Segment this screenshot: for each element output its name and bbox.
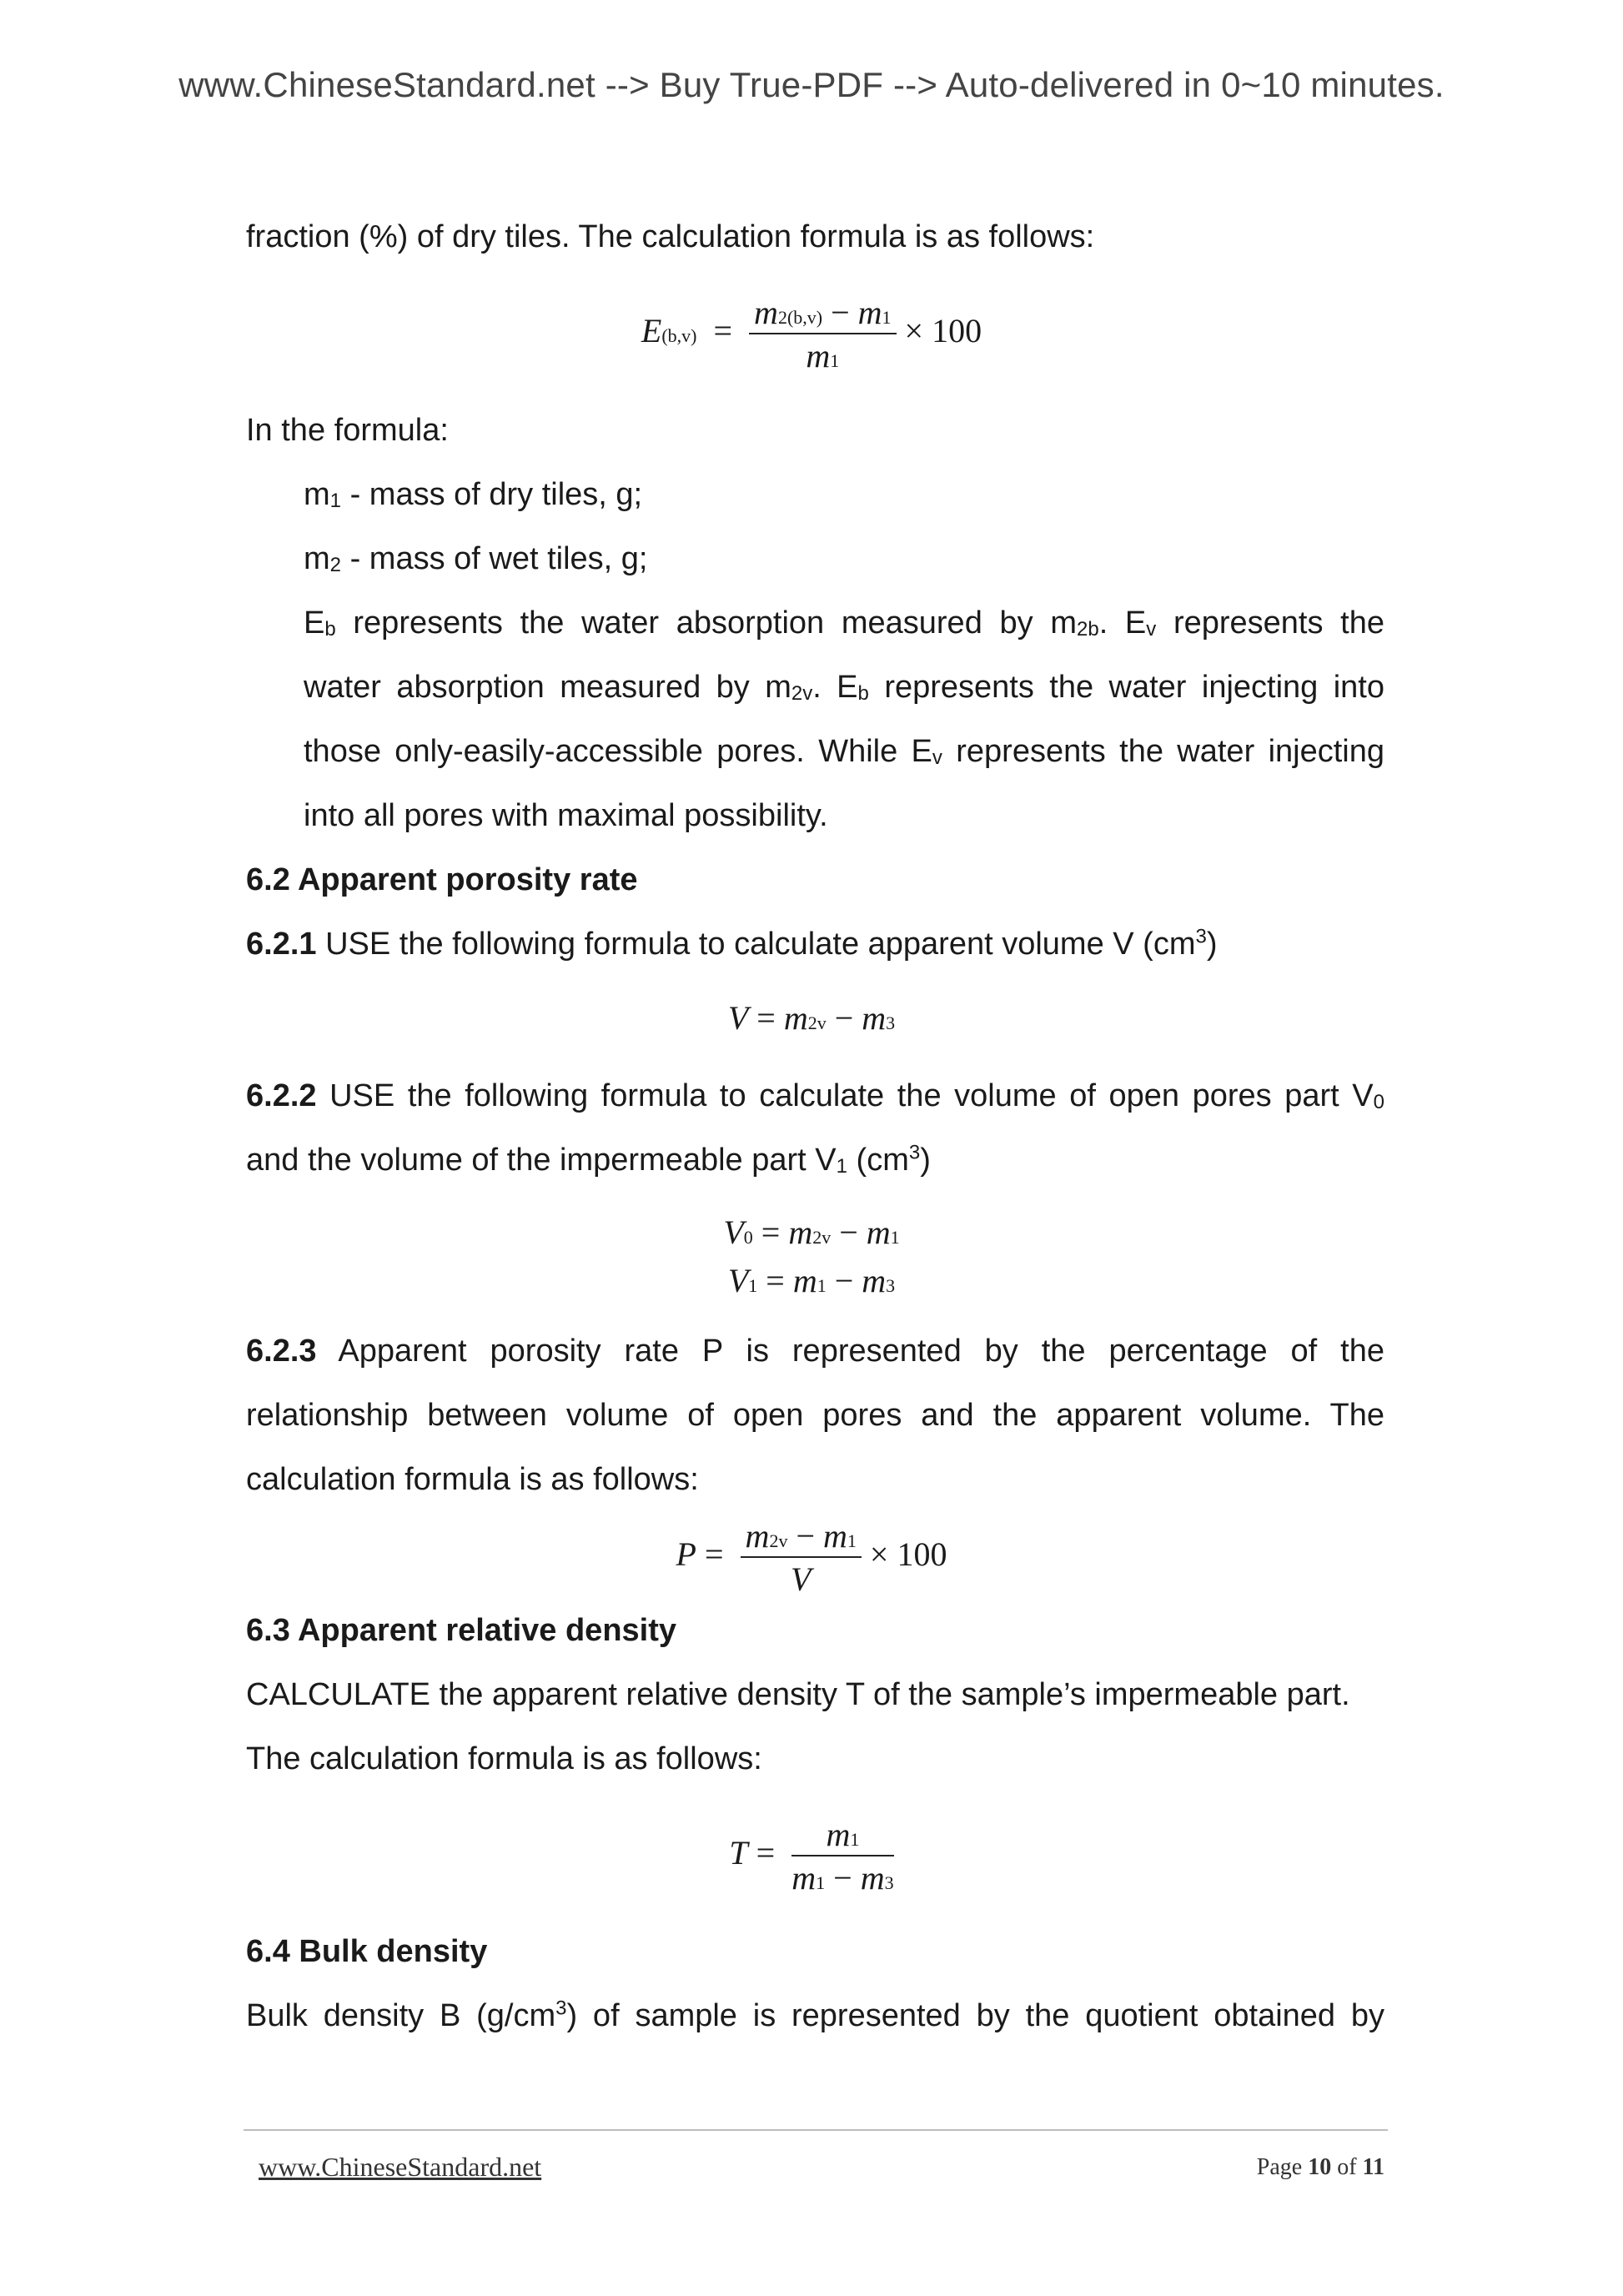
- section-6-2-heading: 6.2 Apparent porosity rate: [246, 862, 638, 897]
- eb-ev-line-4: into all pores with maximal possibility.: [304, 798, 828, 833]
- section-6-3-heading: 6.3 Apparent relative density: [246, 1613, 677, 1648]
- section-6-2-3-line-2: relationship between volume of open pores and the apparent volume. The: [246, 1398, 1384, 1433]
- section-6-2-3-line-3: calculation formula is as follows:: [246, 1462, 699, 1497]
- section-6-2-2: 6.2.2 USE the following formula to calculate the volume of open pores part V0: [246, 1078, 1384, 1113]
- formula-apparent-volume: V = m2v − m3: [727, 999, 896, 1037]
- intro-paragraph: fraction (%) of dry tiles. The calculation formula is as follows:: [246, 219, 1095, 254]
- footer-site-link[interactable]: www.ChineseStandard.net: [259, 2152, 542, 2182]
- section-6-2-1: 6.2.1 USE the following formula to calculate apparent volume V $(cm^3)$: [246, 925, 1218, 962]
- formula-open-pores-volume: V0 = m2v − m1: [723, 1213, 900, 1251]
- eb-ev-line-1: Eb represents the water absorption measured by m2b. Ev represents the: [304, 605, 1384, 641]
- formula-impermeable-volume: V1 = m1 − m3: [727, 1262, 896, 1299]
- formula-porosity-rate: P = $\frac{m2v - m1}{V}$ × 100: [676, 1517, 947, 1598]
- section-6-2-3-line-1: 6.2.3 Apparent porosity rate P is represented by the percentage of the: [246, 1334, 1384, 1369]
- m2-definition: m2 - mass of wet tiles, g;: [304, 541, 648, 576]
- eb-ev-line-2: water absorption measured by m2v. Eb represents the water injecting into: [304, 670, 1384, 705]
- m1-definition: m1 - mass of dry tiles, g;: [304, 477, 643, 512]
- formula-water-absorption: E(b,v) = $\frac{m2(b,v) - m1}{m1}$ × 100: [641, 294, 982, 374]
- footer-page-number: Page 10 of 11: [1256, 2154, 1384, 2180]
- formula-relative-density: T = $\frac{m1}{m1 - m3}$: [729, 1816, 894, 1897]
- in-formula-label: In the formula:: [246, 413, 449, 448]
- section-6-3-line-1: CALCULATE the apparent relative density T of the sample’s impermeable part.: [246, 1677, 1350, 1712]
- section-6-2-2-line-2: and the volume of the impermeable part V1 $(cm^3)$: [246, 1141, 931, 1178]
- footer-divider: [244, 2129, 1388, 2131]
- section-6-4-line-1: Bulk density B $(g/cm^3)$ of sample is represented by the quotient obtained by: [246, 1997, 1384, 2033]
- section-6-3-line-2: The calculation formula is as follows:: [246, 1741, 762, 1776]
- header-banner: www.ChineseStandard.net --> Buy True-PDF --> Auto-delivered in 0~10 minutes.: [178, 65, 1445, 104]
- eb-ev-line-3: those only-easily-accessible pores. While Ev represents the water injecting: [304, 734, 1384, 769]
- section-6-4-heading: 6.4 Bulk density: [246, 1934, 488, 1969]
